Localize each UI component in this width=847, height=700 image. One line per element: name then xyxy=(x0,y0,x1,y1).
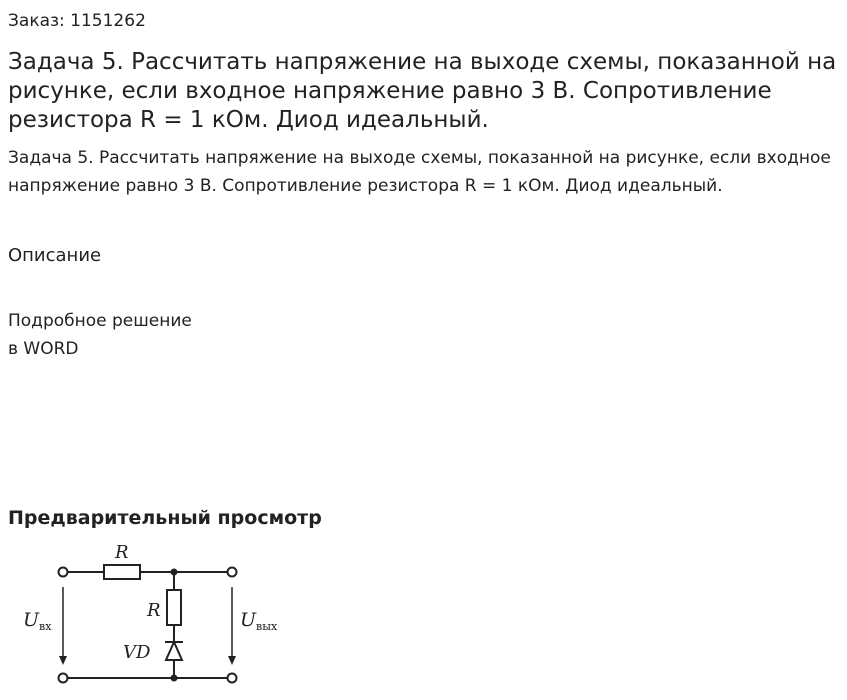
diode-label: VD xyxy=(123,642,151,663)
junction-bottom xyxy=(171,675,178,682)
output-voltage-label xyxy=(240,609,278,633)
output-voltage-subscript: вых xyxy=(256,620,278,633)
input-voltage-symbol: U xyxy=(23,609,40,631)
resistor-top xyxy=(104,565,140,579)
order-number: Заказ: 1151262 xyxy=(8,11,146,31)
description-heading: Описание xyxy=(8,245,102,266)
output-voltage-symbol: U xyxy=(240,609,257,631)
task-description: Задача 5. Рассчитать напряжение на выходе схемы, показанной на рисунке, если входное напряжение равно 3 В. Сопротивление резистора R = 1 кОм. Диод идеальный. xyxy=(8,148,831,196)
input-terminal-top xyxy=(59,568,68,577)
solution-note-line-2: в WORD xyxy=(8,339,79,359)
output-terminal-top xyxy=(228,568,237,577)
diode-triangle xyxy=(166,642,182,660)
output-terminal-bottom xyxy=(228,674,237,683)
preview-heading: Предварительный просмотр xyxy=(8,507,322,529)
circuit-schematic xyxy=(14,536,304,696)
resistor-vertical xyxy=(167,590,181,625)
resistor-top-label: R xyxy=(115,542,129,563)
resistor-vertical-label: R xyxy=(147,600,161,621)
output-arrow-head xyxy=(228,656,236,665)
task-title: Задача 5. Рассчитать напряжение на выходе схемы, показанной на рисунке, если входное напряжение равно 3 В. Сопротивление резистора R = 1 кОм. Диод идеальный. xyxy=(8,49,837,133)
junction-top xyxy=(171,569,178,576)
solution-note xyxy=(8,307,192,363)
input-voltage-label xyxy=(23,609,52,633)
input-arrow-head xyxy=(59,656,67,665)
input-voltage-subscript: вх xyxy=(39,620,52,633)
solution-note-line-1: Подробное решение xyxy=(8,311,192,331)
input-terminal-bottom xyxy=(59,674,68,683)
